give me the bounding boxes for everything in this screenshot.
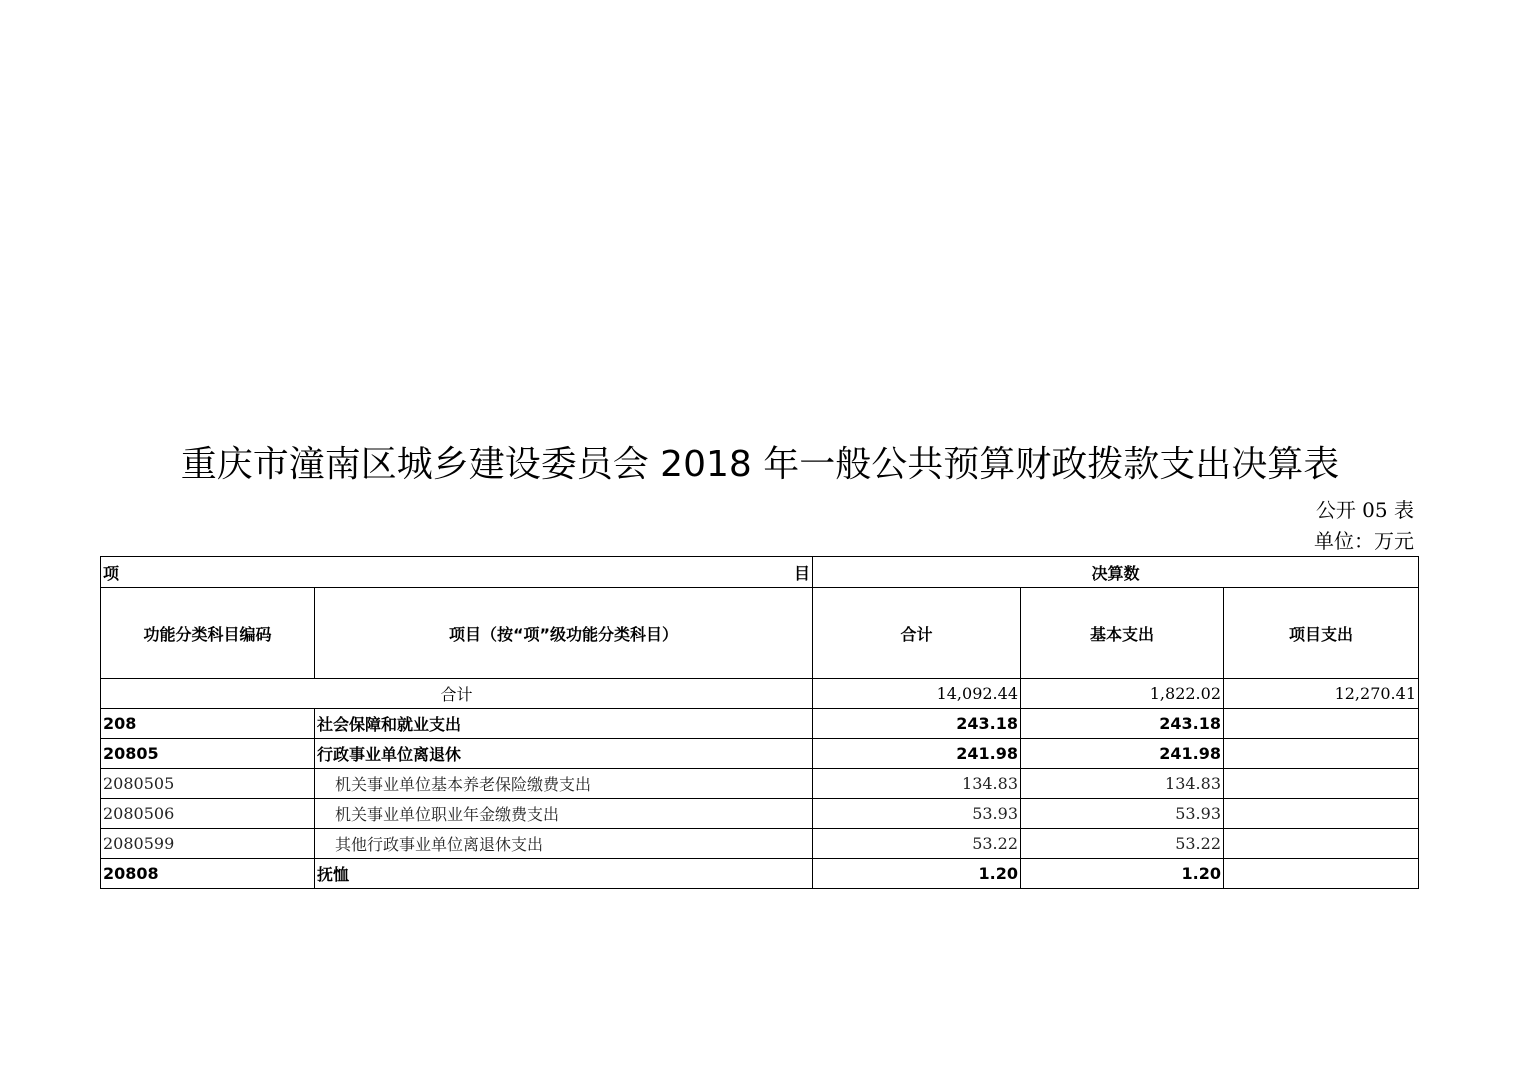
row-project [1224,799,1419,829]
table-row [101,829,1419,859]
total-row [101,679,1419,709]
page-title: 重庆市潼南区城乡建设委员会 2018 年一般公共预算财政拨款支出决算表 [180,444,1340,485]
header-amount-group: 决算数 [813,557,1419,588]
row-project [1224,739,1419,769]
header-item-cell [101,557,813,588]
row-code: 20808 [101,859,315,889]
table-row [101,859,1419,889]
form-code: 公开 05 表 [1315,498,1414,522]
table-row [101,769,1419,799]
expenditure-table [100,556,1419,889]
header-basic: 基本支出 [1021,588,1224,679]
unit-label: 单位：万元 [1314,529,1414,553]
row-basic: 243.18 [1021,709,1224,739]
row-name: 其他行政事业单位离退休支出 [315,829,813,859]
row-total: 134.83 [813,769,1021,799]
header-name: 项目（按“项”级功能分类科目） [315,588,813,679]
row-total: 1.20 [813,859,1021,889]
total-label: 合计 [101,679,813,709]
table-row [101,709,1419,739]
header-code: 功能分类科目编码 [101,588,315,679]
row-basic: 134.83 [1021,769,1224,799]
row-basic: 53.93 [1021,799,1224,829]
table-row [101,799,1419,829]
row-total: 243.18 [813,709,1021,739]
row-name: 行政事业单位离退休 [315,739,813,769]
row-total: 53.93 [813,799,1021,829]
total-total: 14,092.44 [813,679,1021,709]
row-project [1224,859,1419,889]
row-basic: 53.22 [1021,829,1224,859]
row-code: 2080599 [101,829,315,859]
row-name: 机关事业单位职业年金缴费支出 [315,799,813,829]
row-total: 53.22 [813,829,1021,859]
row-code: 208 [101,709,315,739]
row-code: 2080506 [101,799,315,829]
table-row [101,739,1419,769]
row-project [1224,709,1419,739]
table-header-row-1 [101,557,1419,588]
header-project: 项目支出 [1224,588,1419,679]
header-item-right: 目 [793,563,810,583]
total-basic: 1,822.02 [1021,679,1224,709]
row-code: 2080505 [101,769,315,799]
total-project: 12,270.41 [1224,679,1419,709]
row-code: 20805 [101,739,315,769]
row-name: 抚恤 [315,859,813,889]
row-basic: 241.98 [1021,739,1224,769]
row-basic: 1.20 [1021,859,1224,889]
row-total: 241.98 [813,739,1021,769]
header-item-left: 项 [103,563,120,583]
row-name: 社会保障和就业支出 [315,709,813,739]
row-name: 机关事业单位基本养老保险缴费支出 [315,769,813,799]
row-project [1224,829,1419,859]
header-total: 合计 [813,588,1021,679]
table-header-row-2 [101,588,1419,679]
row-project [1224,769,1419,799]
